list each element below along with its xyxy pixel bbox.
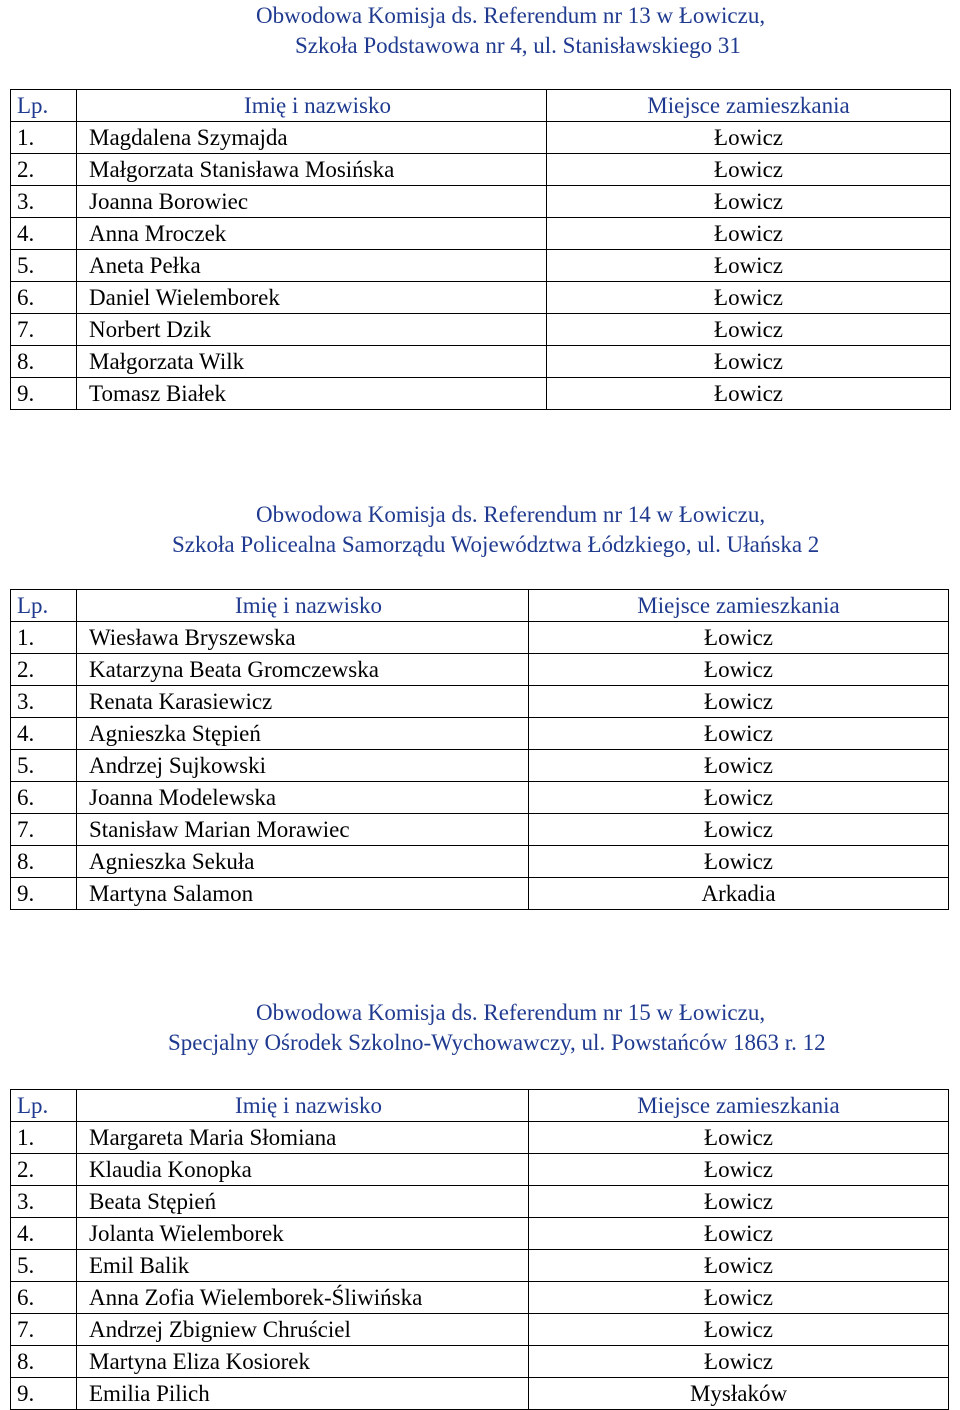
member-name: Tomasz Białek: [77, 378, 547, 410]
commission-15-rows: [11, 1122, 949, 1410]
row-number: 1.: [11, 1122, 77, 1154]
member-residence: Łowicz: [529, 686, 949, 718]
member-name: Martyna Eliza Kosiorek: [77, 1346, 529, 1378]
row-number: 8.: [11, 846, 77, 878]
member-name: Jolanta Wielemborek: [77, 1218, 529, 1250]
member-name: Wiesława Bryszewska: [77, 622, 529, 654]
member-name: Andrzej Sujkowski: [77, 750, 529, 782]
member-residence: Łowicz: [529, 1186, 949, 1218]
row-number: 7.: [11, 814, 77, 846]
table-row: [11, 654, 949, 686]
member-name: Joanna Borowiec: [77, 186, 547, 218]
member-residence: Łowicz: [529, 622, 949, 654]
table-header-row: [11, 590, 949, 622]
table-row: [11, 622, 949, 654]
commission-15-table: [10, 1089, 949, 1410]
member-residence: Łowicz: [547, 218, 951, 250]
table-row: [11, 218, 951, 250]
table-row: [11, 378, 951, 410]
member-name: Małgorzata Wilk: [77, 346, 547, 378]
table-row: [11, 346, 951, 378]
row-number: 6.: [11, 282, 77, 314]
table-row: [11, 686, 949, 718]
member-name: Stanisław Marian Morawiec: [77, 814, 529, 846]
commission-14-rows: [11, 622, 949, 910]
member-residence: Łowicz: [529, 750, 949, 782]
member-residence: Łowicz: [547, 122, 951, 154]
header-place: Miejsce zamieszkania: [547, 90, 951, 122]
header-name: Imię i nazwisko: [77, 90, 547, 122]
commission-15-subtitle: Specjalny Ośrodek Szkolno-Wychowawczy, ul. Powstańców 1863 r. 12: [168, 1030, 826, 1055]
member-name: Katarzyna Beata Gromczewska: [77, 654, 529, 686]
table-row: [11, 1154, 949, 1186]
row-number: 9.: [11, 878, 77, 910]
commission-13-rows: [11, 122, 951, 410]
member-residence: Łowicz: [529, 1250, 949, 1282]
row-number: 6.: [11, 782, 77, 814]
header-place: Miejsce zamieszkania: [529, 1090, 949, 1122]
member-residence: Arkadia: [529, 878, 949, 910]
member-name: Beata Stępień: [77, 1186, 529, 1218]
header-lp: Lp.: [11, 90, 77, 122]
member-name: Emilia Pilich: [77, 1378, 529, 1410]
member-name: Martyna Salamon: [77, 878, 529, 910]
table-row: [11, 878, 949, 910]
member-residence: Łowicz: [547, 314, 951, 346]
member-residence: Łowicz: [529, 1346, 949, 1378]
header-place: Miejsce zamieszkania: [529, 590, 949, 622]
member-name: Margareta Maria Słomiana: [77, 1122, 529, 1154]
table-row: [11, 846, 949, 878]
member-name: Małgorzata Stanisława Mosińska: [77, 154, 547, 186]
row-number: 4.: [11, 1218, 77, 1250]
row-number: 3.: [11, 686, 77, 718]
commission-13-title: Obwodowa Komisja ds. Referendum nr 13 w Łowiczu,: [256, 3, 766, 28]
commission-13-subtitle: Szkoła Podstawowa nr 4, ul. Stanisławskiego 31: [295, 33, 741, 58]
row-number: 7.: [11, 1314, 77, 1346]
table-row: [11, 782, 949, 814]
table-row: [11, 1282, 949, 1314]
row-number: 7.: [11, 314, 77, 346]
row-number: 5.: [11, 250, 77, 282]
member-name: Klaudia Konopka: [77, 1154, 529, 1186]
header-name: Imię i nazwisko: [77, 1090, 529, 1122]
commission-15-title: Obwodowa Komisja ds. Referendum nr 15 w Łowiczu,: [256, 1000, 766, 1025]
row-number: 9.: [11, 378, 77, 410]
table-row: [11, 1218, 949, 1250]
member-residence: Łowicz: [529, 1154, 949, 1186]
member-name: Emil Balik: [77, 1250, 529, 1282]
member-residence: Łowicz: [529, 1122, 949, 1154]
member-name: Renata Karasiewicz: [77, 686, 529, 718]
table-row: [11, 1122, 949, 1154]
commission-14-table: [10, 589, 949, 910]
member-residence: Łowicz: [547, 186, 951, 218]
row-number: 2.: [11, 1154, 77, 1186]
table-row: [11, 282, 951, 314]
table-header-row: [11, 1090, 949, 1122]
table-row: [11, 1378, 949, 1410]
member-residence: Łowicz: [529, 654, 949, 686]
member-residence: Łowicz: [529, 814, 949, 846]
table-row: [11, 718, 949, 750]
commission-13-table: [10, 89, 951, 410]
table-row: [11, 1250, 949, 1282]
member-residence: Łowicz: [547, 250, 951, 282]
member-residence: Mysłaków: [529, 1378, 949, 1410]
row-number: 4.: [11, 718, 77, 750]
member-name: Anna Zofia Wielemborek-Śliwińska: [77, 1282, 529, 1314]
table-row: [11, 1186, 949, 1218]
member-residence: Łowicz: [529, 1282, 949, 1314]
row-number: 6.: [11, 1282, 77, 1314]
row-number: 8.: [11, 1346, 77, 1378]
row-number: 8.: [11, 346, 77, 378]
member-name: Norbert Dzik: [77, 314, 547, 346]
member-residence: Łowicz: [547, 346, 951, 378]
member-residence: Łowicz: [529, 718, 949, 750]
member-residence: Łowicz: [529, 1218, 949, 1250]
member-name: Aneta Pełka: [77, 250, 547, 282]
header-lp: Lp.: [11, 590, 77, 622]
row-number: 5.: [11, 750, 77, 782]
row-number: 1.: [11, 622, 77, 654]
row-number: 5.: [11, 1250, 77, 1282]
member-name: Agnieszka Stępień: [77, 718, 529, 750]
row-number: 1.: [11, 122, 77, 154]
table-header-row: [11, 90, 951, 122]
member-name: Joanna Modelewska: [77, 782, 529, 814]
member-residence: Łowicz: [547, 282, 951, 314]
row-number: 2.: [11, 654, 77, 686]
row-number: 9.: [11, 1378, 77, 1410]
member-residence: Łowicz: [529, 782, 949, 814]
table-row: [11, 250, 951, 282]
member-name: Anna Mroczek: [77, 218, 547, 250]
row-number: 4.: [11, 218, 77, 250]
table-row: [11, 186, 951, 218]
row-number: 2.: [11, 154, 77, 186]
row-number: 3.: [11, 186, 77, 218]
table-row: [11, 814, 949, 846]
member-name: Magdalena Szymajda: [77, 122, 547, 154]
header-lp: Lp.: [11, 1090, 77, 1122]
commission-14-subtitle: Szkoła Policealna Samorządu Województwa Łódzkiego, ul. Ułańska 2: [172, 532, 820, 557]
header-name: Imię i nazwisko: [77, 590, 529, 622]
member-name: Agnieszka Sekuła: [77, 846, 529, 878]
table-row: [11, 1314, 949, 1346]
commission-14-title: Obwodowa Komisja ds. Referendum nr 14 w Łowiczu,: [256, 502, 766, 527]
member-residence: Łowicz: [529, 846, 949, 878]
member-name: Andrzej Zbigniew Chruściel: [77, 1314, 529, 1346]
member-residence: Łowicz: [547, 378, 951, 410]
table-row: [11, 1346, 949, 1378]
table-row: [11, 750, 949, 782]
member-name: Daniel Wielemborek: [77, 282, 547, 314]
member-residence: Łowicz: [547, 154, 951, 186]
row-number: 3.: [11, 1186, 77, 1218]
member-residence: Łowicz: [529, 1314, 949, 1346]
table-row: [11, 122, 951, 154]
table-row: [11, 154, 951, 186]
table-row: [11, 314, 951, 346]
